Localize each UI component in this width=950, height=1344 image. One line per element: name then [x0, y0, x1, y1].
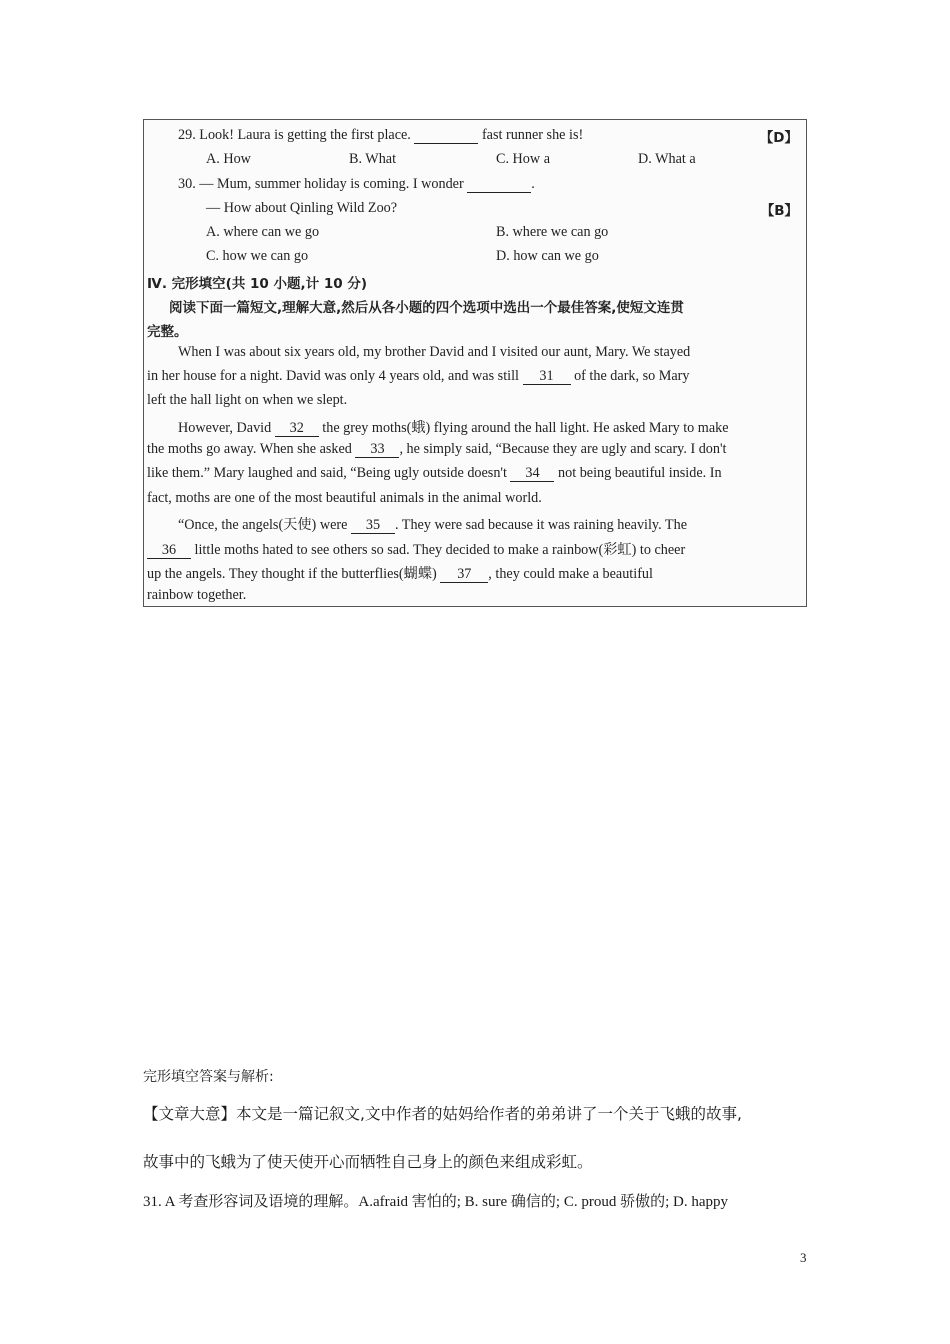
q29-option-c: C. How a	[496, 151, 550, 167]
q29-option-b: B. What	[349, 151, 397, 167]
q30-answer: 【B】	[760, 203, 798, 219]
q29-option-a: A. How	[206, 151, 251, 167]
blank-35: 35	[351, 518, 395, 534]
summary-line2: 故事中的飞蛾为了使天使开心而牺牲自己身上的颜色来组成彩虹。	[143, 1153, 593, 1171]
q29-option-d: D. What a	[638, 151, 696, 167]
q29-stem: 29. Look! Laura is getting the first place. fast runner she is!	[178, 127, 584, 143]
passage-line: the moths go away. When she asked 33 , he simply said, “Because they are ugly and scary. I don't	[147, 441, 727, 457]
scanned-exam-excerpt	[143, 119, 807, 607]
q30-stem: 30. — Mum, summer holiday is coming. I wonder .	[178, 176, 535, 192]
passage-line: rainbow together.	[147, 587, 247, 603]
passage-line: “Once, the angels(天使) were 35 . They were sad because it was raining heavily. The	[178, 517, 687, 533]
passage-line: fact, moths are one of the most beautiful animals in the animal world.	[147, 490, 542, 506]
blank-33: 33	[355, 442, 399, 458]
analysis-title: 完形填空答案与解析:	[143, 1069, 274, 1085]
section-instruction-line2: 完整。	[147, 324, 188, 340]
section-heading: Ⅳ. 完形填空(共 10 小题,计 10 分)	[147, 276, 368, 292]
q29-answer: 【D】	[759, 130, 798, 146]
q29-blank	[414, 128, 478, 144]
q30-option-d: D. how can we go	[496, 248, 599, 264]
q30-option-b: B. where we can go	[496, 224, 609, 240]
passage-line: up the angels. They thought if the butterflies(蝴蝶) 37 , they could make a beautiful	[147, 566, 653, 582]
q30-blank	[467, 177, 531, 193]
passage-line: in her house for a night. David was only 4 years old, and was still 31 of the dark, so Mary	[147, 368, 690, 384]
passage-line: like them.” Mary laughed and said, “Being ugly outside doesn't 34 not being beautiful inside. In	[147, 465, 722, 481]
q30-option-c: C. how we can go	[206, 248, 309, 264]
passage-line: left the hall light on when we slept.	[147, 392, 348, 408]
blank-34: 34	[510, 466, 554, 482]
answer-31-explanation: 31. A 考查形容词及语境的理解。A.afraid 害怕的; B. sure 确信的; C. proud 骄傲的; D. happy	[143, 1194, 728, 1210]
blank-32: 32	[275, 421, 319, 437]
section-instruction-line1: 阅读下面一篇短文,理解大意,然后从各小题的四个选项中选出一个最佳答案,使短文连贯	[169, 300, 684, 316]
summary-line1: 【文章大意】本文是一篇记叙文,文中作者的姑妈给作者的弟弟讲了一个关于飞蛾的故事,	[143, 1105, 742, 1123]
blank-36: 36	[147, 543, 191, 559]
page-number: 3	[800, 1250, 807, 1265]
q30-option-a: A. where can we go	[206, 224, 320, 240]
blank-31: 31	[523, 369, 571, 385]
passage-line: However, David 32 the grey moths(蛾) flying around the hall light. He asked Mary to make	[178, 420, 729, 436]
blank-37: 37	[440, 567, 488, 583]
passage-line: When I was about six years old, my brother David and I visited our aunt, Mary. We stayed	[178, 344, 691, 360]
passage-line: 36 little moths hated to see others so sad. They decided to make a rainbow(彩虹) to cheer	[147, 539, 685, 559]
q30-reply: — How about Qinling Wild Zoo?	[206, 200, 398, 216]
